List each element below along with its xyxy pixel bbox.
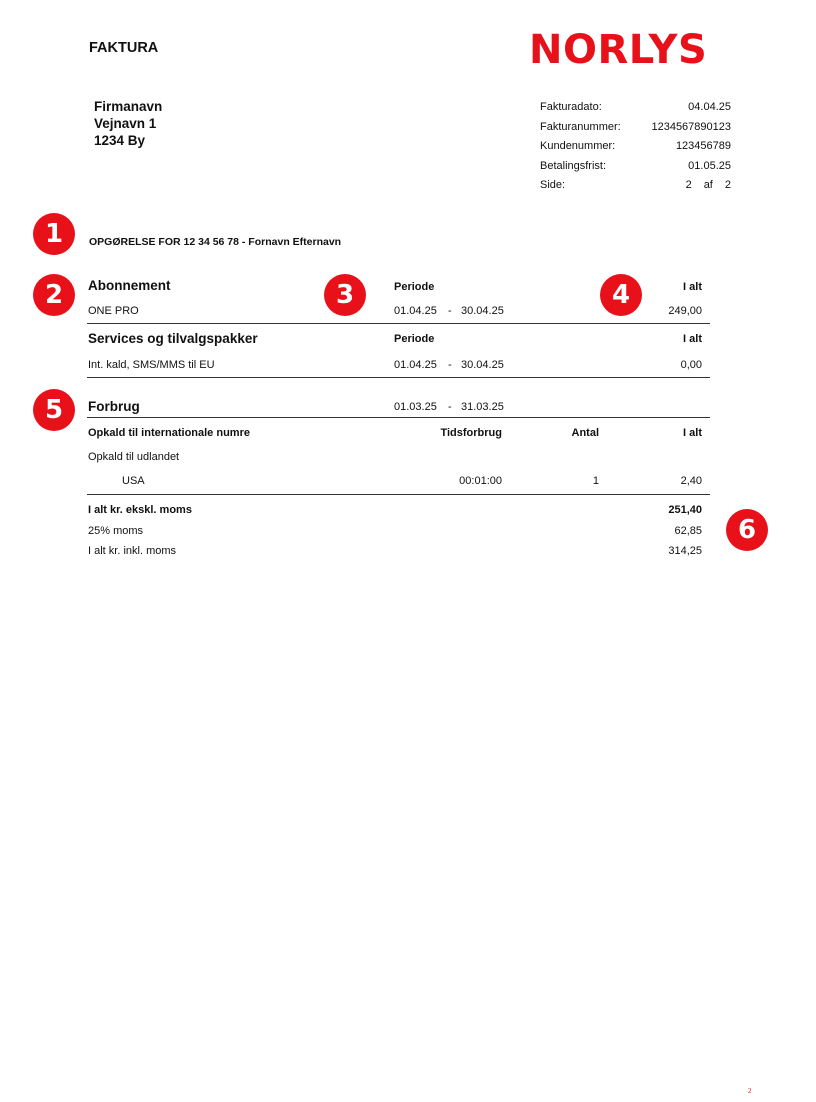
- recipient-city: 1234 By: [94, 133, 146, 148]
- subscription-total-header: I alt: [683, 281, 702, 293]
- customer-number: 123456789: [675, 140, 731, 152]
- subscription-heading: Abonnement: [88, 278, 171, 293]
- recipient-street: Vejnavn 1: [94, 116, 157, 131]
- divider: [87, 323, 710, 324]
- services-heading: Services og tilvalgspakker: [88, 331, 258, 346]
- usage-col-count: Antal: [571, 427, 599, 439]
- divider: [87, 494, 710, 495]
- services-period-to: 30.04.25: [461, 359, 504, 371]
- usage-row-country: USA: [122, 475, 145, 487]
- page-indicator: [640, 176, 731, 196]
- usage-row-amount: 2,40: [680, 475, 702, 487]
- page-total: 2: [724, 179, 731, 191]
- page-of: af: [703, 179, 713, 191]
- usage-col-time: Tidsforbrug: [440, 427, 502, 439]
- annotation-badge-6: 6: [726, 509, 768, 551]
- subscription-period-to: 30.04.25: [461, 305, 504, 317]
- usage-col-total: I alt: [683, 427, 702, 439]
- recipient-address: [94, 98, 162, 149]
- annotation-badge-5: 5: [33, 389, 75, 431]
- subscription-amount: 249,00: [668, 305, 702, 317]
- usage-row-time: 00:01:00: [459, 475, 502, 487]
- recipient-company: Firmanavn: [94, 99, 163, 114]
- invoice-title: FAKTURA: [89, 40, 159, 56]
- due-date-label: Betalingsfrist:: [540, 159, 607, 172]
- usage-row-count: 1: [592, 475, 599, 487]
- invoice-meta: [540, 98, 731, 196]
- usage-heading: Forbrug: [88, 399, 140, 414]
- services-item: Int. kald, SMS/MMS til EU: [88, 359, 215, 371]
- page-label: Side:: [540, 179, 566, 191]
- total-incl-vat: 314,25: [668, 545, 702, 557]
- page-current: 2: [685, 179, 692, 191]
- statement-title: OPGØRELSE FOR 12 34 56 78 - Fornavn Efternavn: [89, 236, 342, 248]
- invoice-number: 1234567890123: [651, 120, 731, 133]
- subscription-item: ONE PRO: [88, 305, 139, 317]
- footer-page-number: 2: [748, 1087, 752, 1095]
- services-period-from: 01.04.25: [394, 359, 437, 371]
- total-excl-vat: 251,40: [668, 504, 702, 516]
- divider: [87, 377, 710, 378]
- subscription-period-header: Periode: [394, 281, 435, 293]
- services-period-dash: -: [448, 359, 452, 371]
- vat-amount: 62,85: [674, 525, 702, 537]
- invoice-number-label: Fakturanummer:: [540, 120, 621, 133]
- total-excl-vat-label: I alt kr. ekskl. moms: [88, 504, 192, 516]
- usage-period-dash: -: [448, 401, 452, 413]
- annotation-badge-3: 3: [324, 274, 366, 316]
- services-total-header: I alt: [683, 333, 702, 345]
- customer-number-label: Kundenummer:: [540, 140, 616, 152]
- divider: [87, 417, 710, 418]
- invoice-date-label: Fakturadato:: [540, 101, 602, 113]
- vat-label: 25% moms: [88, 525, 144, 537]
- subscription-period-dash: -: [448, 305, 452, 317]
- usage-period-to: 31.03.25: [461, 401, 504, 413]
- annotation-badge-2: 2: [33, 274, 75, 316]
- usage-group: Opkald til udlandet: [88, 451, 180, 463]
- services-amount: 0,00: [680, 359, 702, 371]
- usage-period-from: 01.03.25: [394, 401, 437, 413]
- due-date: 01.05.25: [688, 159, 731, 172]
- norlys-logo: NORLYS: [529, 27, 708, 73]
- annotation-badge-1: 1: [33, 213, 75, 255]
- total-incl-vat-label: I alt kr. inkl. moms: [88, 545, 177, 557]
- invoice-date: 04.04.25: [688, 101, 731, 113]
- usage-sub-heading: Opkald til internationale numre: [88, 427, 250, 439]
- annotation-badge-4: 4: [600, 274, 642, 316]
- subscription-period-from: 01.04.25: [394, 305, 437, 317]
- services-period-header: Periode: [394, 333, 435, 345]
